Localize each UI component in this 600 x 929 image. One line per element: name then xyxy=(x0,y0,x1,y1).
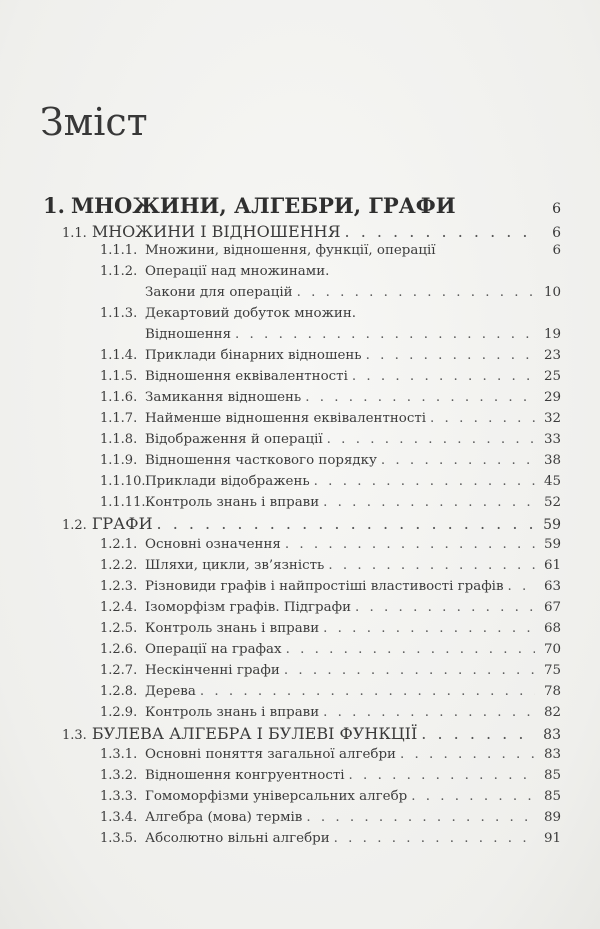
section-title: БУЛЕВА АЛГЕБРА І БУЛЕВІ ФУНКЦІЇ xyxy=(91,724,418,743)
toc-chapter-1[interactable] xyxy=(43,193,561,218)
page-number: 68 xyxy=(543,621,561,636)
page-number: 32 xyxy=(543,411,561,426)
page-number: 38 xyxy=(543,453,561,468)
leader-dots xyxy=(349,768,535,783)
subsection-number: 1.1.4. xyxy=(100,348,138,363)
page-number: 67 xyxy=(543,600,561,615)
page-number: 70 xyxy=(543,642,561,657)
subsection-title: Приклади відображень xyxy=(145,474,310,489)
toc-subsection[interactable] xyxy=(100,243,561,258)
toc-subsection[interactable] xyxy=(100,411,561,426)
toc-subsection[interactable] xyxy=(100,348,561,363)
toc-subsection[interactable] xyxy=(100,495,561,510)
subsection-title: Ізоморфізм графів. Підграфи xyxy=(145,600,352,615)
leader-dots xyxy=(411,789,535,804)
page-number: 59 xyxy=(543,517,561,533)
page-number: 45 xyxy=(543,474,561,489)
subsection-title: Абсолютно вільні алгебри xyxy=(145,831,330,846)
toc-subsection[interactable] xyxy=(100,663,561,678)
page-number: 61 xyxy=(543,558,561,573)
page-number: 78 xyxy=(543,684,561,699)
page-number: 63 xyxy=(543,579,561,594)
subsection-number: 1.1.7. xyxy=(100,411,138,426)
subsection-title: Основні означення xyxy=(145,537,281,552)
leader-dots xyxy=(306,810,535,825)
page-number: 85 xyxy=(543,768,561,783)
subsection-number: 1.2.6. xyxy=(100,642,138,657)
page-number: 23 xyxy=(543,348,561,363)
toc-subsection[interactable] xyxy=(100,747,561,762)
toc-subsection[interactable] xyxy=(100,600,561,615)
subsection-number: 1.1.3. xyxy=(100,306,138,321)
leader-dots xyxy=(323,705,535,720)
leader-dots xyxy=(366,348,535,363)
subsection-number: 1.2.3. xyxy=(100,579,138,594)
subsection-number: 1.2.1. xyxy=(100,537,138,552)
page-number: 82 xyxy=(543,705,561,720)
page-number: 19 xyxy=(543,327,561,342)
chapter-number: 1. xyxy=(43,193,65,218)
subsection-number: 1.1.5. xyxy=(100,369,138,384)
subsection-number: 1.3.4. xyxy=(100,810,138,825)
subsection-title: Контроль знань і вправи xyxy=(145,495,320,510)
section-number: 1.1. xyxy=(62,226,87,241)
subsection-number: 1.3.5. xyxy=(100,831,138,846)
subsection-title: Відношення конгруентності xyxy=(145,768,345,783)
subsection-number: 1.2.8. xyxy=(100,684,138,699)
page-number: 33 xyxy=(543,432,561,447)
page-number: 91 xyxy=(543,831,561,846)
page-number: 83 xyxy=(543,747,561,762)
leader-dots xyxy=(200,684,535,699)
leader-dots xyxy=(235,327,535,342)
toc-subsection[interactable] xyxy=(100,558,561,573)
subsection-title: Основні поняття загальної алгебри xyxy=(145,747,396,762)
toc-subsection[interactable] xyxy=(100,768,561,783)
page-title: Зміст xyxy=(40,100,148,144)
subsection-title: Нескінченні графи xyxy=(145,663,280,678)
page-number: 10 xyxy=(543,285,561,300)
toc-subsection-continuation[interactable] xyxy=(145,285,561,300)
page-number: 6 xyxy=(552,225,561,241)
subsection-title: Шляхи, цикли, зв’язність xyxy=(145,558,325,573)
subsection-title: Контроль знань і вправи xyxy=(145,705,320,720)
subsection-title: Алгебра (мова) термів xyxy=(145,810,303,825)
subsection-title: Відображення й операції xyxy=(145,432,323,447)
toc-subsection[interactable] xyxy=(100,432,561,447)
subsection-title: Відношення еквівалентності xyxy=(145,369,348,384)
toc-subsection[interactable] xyxy=(100,369,561,384)
leader-dots xyxy=(305,390,535,405)
subsection-title: Множини, відношення, функції, операції xyxy=(145,243,436,258)
subsection-title: Операції над множинами. xyxy=(145,264,330,279)
toc-subsection-continuation[interactable] xyxy=(145,327,561,342)
subsection-number: 1.1.6. xyxy=(100,390,138,405)
section-title: МНОЖИНИ І ВІДНОШЕННЯ xyxy=(91,222,341,241)
subsection-title: Гомоморфізми універсальних алгебр xyxy=(145,789,408,804)
leader-dots xyxy=(314,474,535,489)
leader-dots xyxy=(323,495,535,510)
subsection-number: 1.2.4. xyxy=(100,600,138,615)
toc-subsection[interactable] xyxy=(100,390,561,405)
leader-dots xyxy=(285,537,535,552)
toc-subsection[interactable] xyxy=(100,684,561,699)
subsection-number: 1.3.1. xyxy=(100,747,138,762)
subsection-number: 1.1.10. xyxy=(100,474,146,489)
section-number: 1.3. xyxy=(62,728,87,743)
subsection-number: 1.2.7. xyxy=(100,663,138,678)
toc-subsection[interactable] xyxy=(100,537,561,552)
leader-dots xyxy=(297,285,535,300)
section-number: 1.2. xyxy=(62,518,87,533)
leader-dots xyxy=(334,831,535,846)
chapter-title: МНОЖИНИ, АЛГЕБРИ, ГРАФИ xyxy=(70,193,456,218)
leader-dots xyxy=(323,621,535,636)
subsection-title: Операції на графах xyxy=(145,642,282,657)
subsection-title: Дерева xyxy=(145,684,196,699)
subsection-number: 1.3.2. xyxy=(100,768,138,783)
leader-dots xyxy=(157,514,535,533)
subsection-number: 1.1.8. xyxy=(100,432,138,447)
subsection-number: 1.1.1. xyxy=(100,243,138,258)
leader-dots xyxy=(355,600,535,615)
toc-subsection[interactable] xyxy=(100,621,561,636)
subsection-number: 1.3.3. xyxy=(100,789,138,804)
subsection-title: Різновиди графів і найпростіші властивості графів xyxy=(145,579,504,594)
subsection-number: 1.2.2. xyxy=(100,558,138,573)
toc-subsection[interactable] xyxy=(100,705,561,720)
subsection-number: 1.1.11. xyxy=(100,495,146,510)
page-number: 52 xyxy=(543,495,561,510)
leader-dots xyxy=(345,222,535,241)
toc-section[interactable] xyxy=(62,724,561,743)
leader-dots xyxy=(508,579,536,594)
toc-subsection[interactable] xyxy=(100,453,561,468)
toc-section[interactable] xyxy=(62,222,561,241)
toc-subsection[interactable] xyxy=(100,306,561,321)
toc-subsection[interactable] xyxy=(100,642,561,657)
subsection-number: 1.1.9. xyxy=(100,453,138,468)
leader-dots xyxy=(421,724,535,743)
leader-dots xyxy=(284,663,535,678)
page-number: 83 xyxy=(543,727,561,743)
subsection-number: 1.1.2. xyxy=(100,264,138,279)
toc-section[interactable] xyxy=(62,514,561,533)
leader-dots xyxy=(381,453,535,468)
section-title: ГРАФИ xyxy=(91,514,153,533)
page-number: 6 xyxy=(552,201,561,217)
subsection-title-line2: Закони для операцій xyxy=(145,285,293,300)
subsection-title: Найменше відношення еквівалентності xyxy=(145,411,427,426)
subsection-number: 1.2.5. xyxy=(100,621,138,636)
leader-dots xyxy=(400,747,535,762)
leader-dots xyxy=(286,642,535,657)
subsection-title: Замикання відношень xyxy=(145,390,302,405)
leader-dots xyxy=(430,411,535,426)
subsection-number: 1.2.9. xyxy=(100,705,138,720)
subsection-title-line2: Відношення xyxy=(145,327,232,342)
subsection-title: Декартовий добуток множин. xyxy=(145,306,357,321)
toc-subsection[interactable] xyxy=(100,789,561,804)
toc-subsection[interactable] xyxy=(100,474,561,489)
leader-dots xyxy=(328,558,535,573)
subsection-title: Приклади бінарних відношень xyxy=(145,348,362,363)
subsection-title: Контроль знань і вправи xyxy=(145,621,320,636)
page-number: 25 xyxy=(543,369,561,384)
toc-subsection[interactable] xyxy=(100,810,561,825)
page-number: 75 xyxy=(543,663,561,678)
page-number: 89 xyxy=(543,810,561,825)
leader-dots xyxy=(327,432,535,447)
subsection-title: Відношення часткового порядку xyxy=(145,453,377,468)
leader-dots xyxy=(352,369,535,384)
toc-subsection[interactable] xyxy=(100,264,561,279)
page-number: 29 xyxy=(543,390,561,405)
page-number: 6 xyxy=(552,243,561,258)
toc-subsection[interactable] xyxy=(100,579,561,594)
toc-subsection[interactable] xyxy=(100,831,561,846)
page-number: 59 xyxy=(543,537,561,552)
page-number: 85 xyxy=(543,789,561,804)
